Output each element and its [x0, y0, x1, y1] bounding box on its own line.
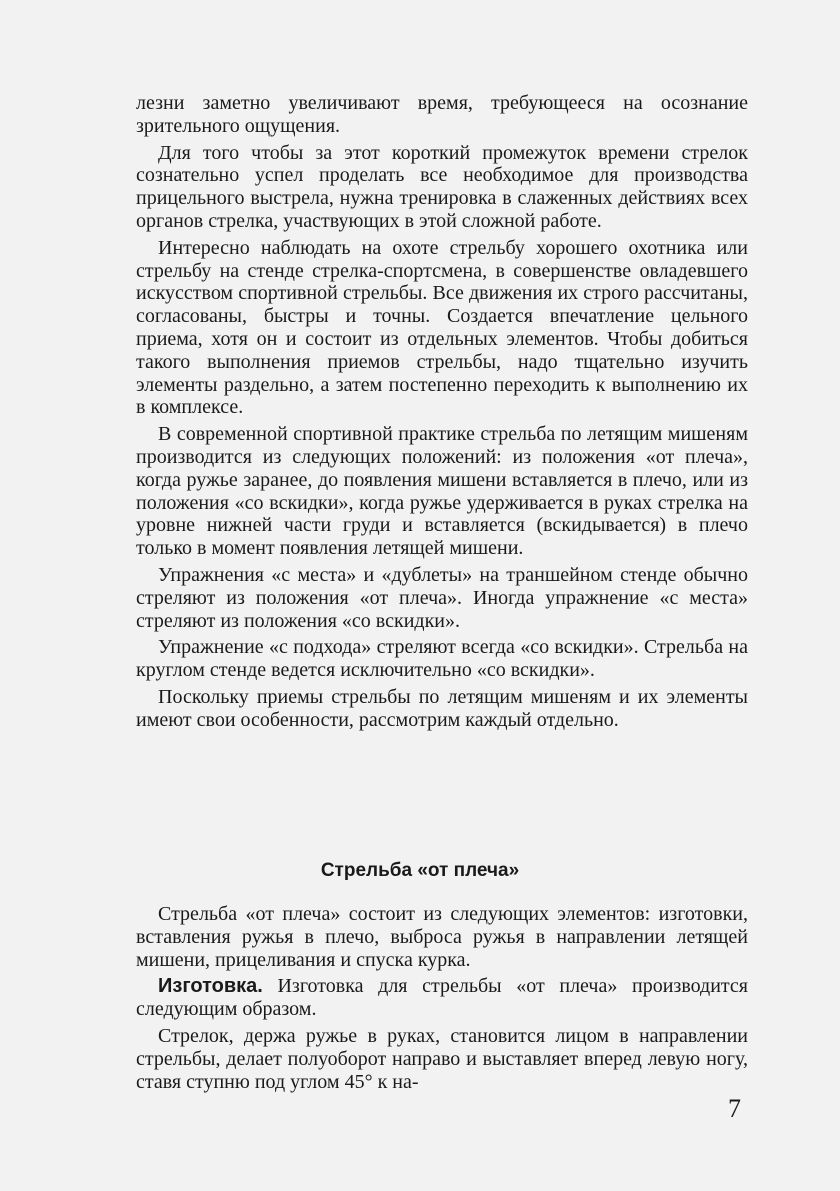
paragraph: Упражнение «с подхода» стреляют всегда «со вскидки». Стрельба на круглом стенде ведется исключительно «со вскидки».	[136, 636, 748, 682]
paragraph: Упражнения «с места» и «дублеты» на траншейном стенде обычно стреляют из положения «от плеча». Иногда упражнение «с места» стреляют из положения «со вскидки».	[136, 563, 748, 632]
paragraph: Для того чтобы за этот короткий промежуток времени стрелок сознательно успел проделать все необходимое для производства прицельного выстрела, нужна тренировка в слаженных действиях всех органов стрелка, участвующих в этой сложной работе.	[136, 141, 748, 232]
body-text-bottom	[136, 903, 748, 1097]
paragraph	[136, 975, 748, 1021]
paragraph-text: Изготовка для стрельбы «от плеча» производится следующим образом.	[136, 975, 748, 1021]
paragraph: Стрелок, держа ружье в руках, становится лицом в направлении стрельбы, делает полуоборот направо и выставляет вперед левую ногу, ставя ступню под углом 45° к на-	[136, 1024, 748, 1093]
body-text-top	[136, 92, 748, 736]
paragraph: В современной спортивной практике стрельба по летящим мишеням производится из следующих положений: из положения «от плеча», когда ружье заранее, до появления мишени вставляется в плечо, или из положения «со вскидки», когда ружье удерживается в руках стрелка на уровне нижней части груди и вставляется (вскидывается) в плечо только в момент появления летящей мишени.	[136, 423, 748, 560]
paragraph: лезни заметно увеличивают время, требующееся на осознание зрительного ощущения.	[136, 92, 748, 137]
section-heading: Стрельба «от плеча»	[320, 860, 520, 881]
paragraph: Поскольку приемы стрельбы по летящим мишеням и их элементы имеют свои особенности, рассмотрим каждый отдельно.	[136, 685, 748, 731]
page-number: 7	[728, 1094, 741, 1123]
paragraph: Интересно наблюдать на охоте стрельбу хорошего охотника или стрельбу на стенде стрелка-спортсмена, в совершенстве овладевшего искусством спортивной стрельбы. Все движения их строго рассчитаны, согласованы, быстры и точны. Создается впечатление цельного приема, хотя он и состоит из отдельных элементов. Чтобы добиться такого выполнения приемов стрельбы, надо тщательно изучить элементы раздельно, а затем постепенно переходить к выполнению их в комплексе.	[136, 236, 748, 419]
run-in-heading: Изготовка.	[158, 975, 263, 998]
paragraph: Стрельба «от плеча» состоит из следующих элементов: изготовки, вставления ружья в плечо, выброса ружья в направлении летящей мишени, прицеливания и спуска курка.	[136, 903, 748, 971]
